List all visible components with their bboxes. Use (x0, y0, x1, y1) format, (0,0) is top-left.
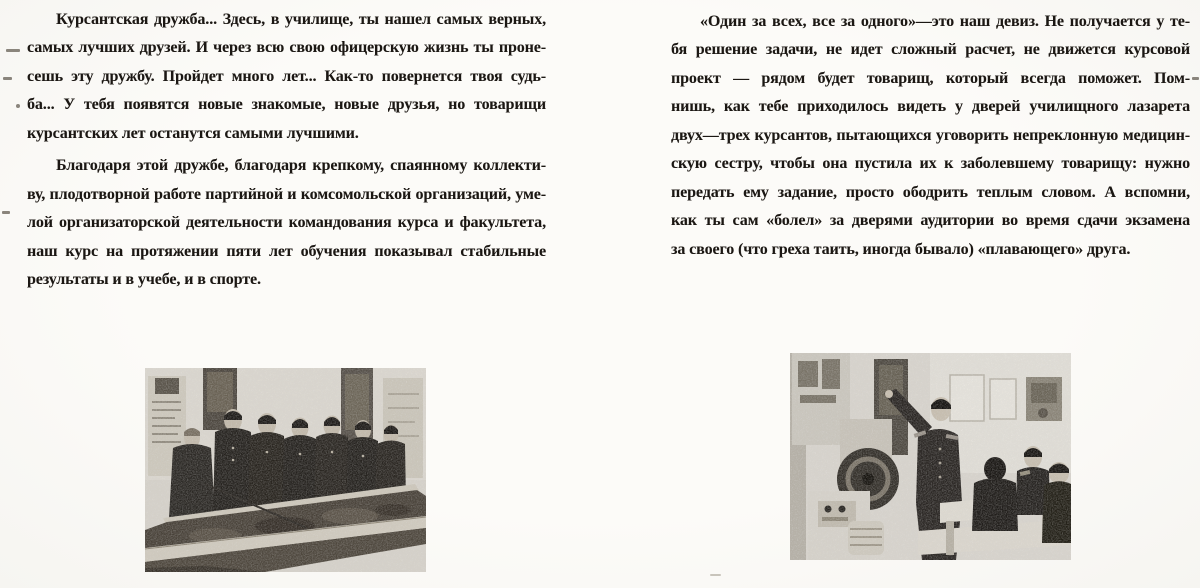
classroom-photo-art (790, 353, 1071, 560)
scan-speck (2, 211, 10, 214)
text-line: проект — рядом будет товарищ, который всегда поможет. Пом- (671, 69, 1190, 87)
text-line: бя решение задачи, не идет сложный расчет, не движется курсовой (671, 41, 1190, 59)
text-line: нишь, как тебе приходилось видеть у дверей училищного лазарета (671, 98, 1190, 116)
text-line: самых лучших друзей. И через всю свою офицерскую жизнь ты проне- (27, 39, 546, 57)
terrain-model-photo-art (145, 368, 426, 572)
paragraph-friendship (27, 6, 546, 148)
photo-terrain-model (145, 368, 426, 572)
text-line: результаты и в учебе, и в спорте. (27, 270, 261, 288)
text-line: двух—трех курсантов, пытающихся уговорить непреклонную медицин- (671, 126, 1190, 144)
scan-speck (6, 49, 20, 52)
text-line: ву, плодотворной работе партийной и комсомольской организаций, уме- (27, 185, 546, 203)
scan-speck (3, 77, 12, 80)
scan-speck (16, 104, 20, 108)
photo-classroom (790, 353, 1071, 560)
text-line: скую сестру, чтобы она пустила их к заболевшему товарищу: нужно (671, 155, 1190, 173)
scan-speck (710, 574, 721, 576)
text-line: наш курс на протяжении пяти лет обучения показывал стабильные (27, 242, 546, 260)
text-line: за своего (что греха таить, иногда бывало) «плавающего» друга. (671, 240, 1131, 258)
paragraph-collective (27, 152, 546, 294)
text-line: сешь эту дружбу. Пройдет много лет... Как-то повернется твоя судь- (27, 67, 546, 85)
scan-speck (1192, 77, 1199, 80)
text-line: Благодаря этой дружбе, благодаря крепкому, спаянному коллекти- (56, 157, 546, 175)
text-line: передать ему задание, просто ободрить теплым словом. А вспомни, (671, 183, 1190, 201)
paragraph-motto (671, 8, 1190, 264)
text-line: «Один за всех, все за одного»—это наш девиз. Не получается у те- (700, 13, 1190, 30)
right-page-text (671, 8, 1190, 264)
text-line: ба... У тебя появятся новые знакомые, новые друзья, но товарищи (27, 96, 546, 114)
left-page-text (27, 6, 546, 294)
film-grain (145, 368, 426, 572)
text-line: лой организаторской деятельности командования курса и факультета, (27, 214, 546, 232)
text-line: как ты сам «болел» за дверями аудитории во время сдачи экзамена (671, 212, 1190, 230)
text-line: курсантских лет останутся самыми лучшими. (27, 124, 359, 142)
text-line: Курсантская дружба... Здесь, в училище, ты нашел самых верных, (56, 11, 546, 28)
film-grain (790, 353, 1071, 560)
